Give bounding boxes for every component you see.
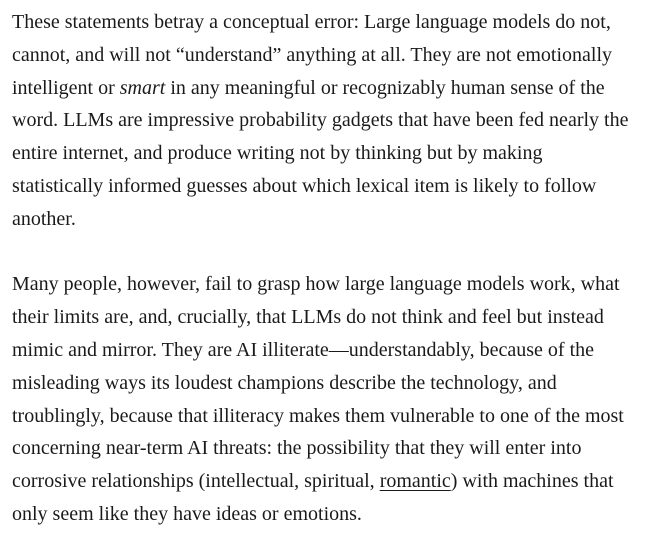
text-line	[12, 72, 662, 105]
paragraph-2	[12, 268, 662, 530]
text-line: their limits are, and, crucially, that LLMs do not think and feel but instead	[12, 306, 604, 329]
text-line: troublingly, because that illiteracy makes them vulnerable to one of the most	[12, 404, 624, 427]
text-line: Many people, however, fail to grasp how large language models work, what	[12, 273, 620, 296]
text-line: only seem like they have ideas or emotions.	[12, 502, 362, 525]
article-body	[12, 6, 662, 531]
text-line: entire internet, and produce writing not by thinking but by making	[12, 142, 543, 165]
emphasized-word: smart	[119, 76, 166, 99]
text-line	[12, 465, 662, 498]
text-segment: corrosive relationships (intellectual, spiritual,	[12, 470, 380, 493]
text-segment: ) with machines that	[450, 470, 614, 493]
text-segment: intelligent or	[12, 76, 120, 99]
text-line: misleading ways its loudest champions describe the technology, and	[12, 371, 557, 394]
text-line: cannot, and will not “understand” anything at all. They are not emotionally	[12, 43, 613, 66]
text-line: another.	[12, 207, 76, 230]
text-line: These statements betray a conceptual error: Large language models do not,	[12, 11, 611, 33]
text-line: statistically informed guesses about which lexical item is likely to follow	[12, 174, 597, 197]
paragraph-1	[12, 6, 662, 236]
romantic-link[interactable]: romantic	[379, 470, 451, 493]
text-line: concerning near-term AI threats: the possibility that they will enter into	[12, 437, 582, 460]
text-line: mimic and mirror. They are AI illiterate—understandably, because of the	[12, 338, 595, 361]
text-line: word. LLMs are impressive probability gadgets that have been fed nearly the	[12, 109, 629, 132]
text-segment: in any meaningful or recognizably human sense of the	[165, 76, 605, 99]
